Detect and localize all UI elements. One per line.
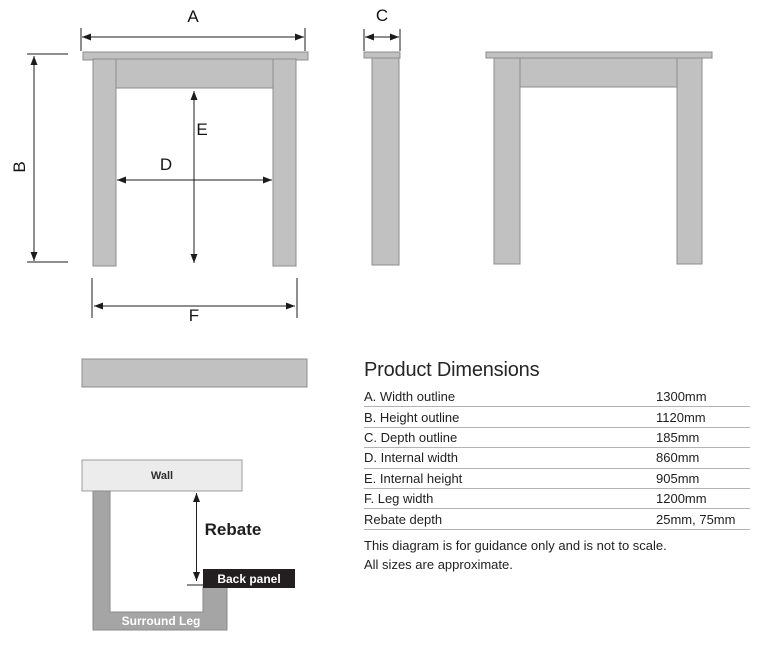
row-value: 860mm <box>656 450 700 466</box>
dim-label-E: E <box>196 120 208 139</box>
back-panel-label: Back panel <box>217 572 281 586</box>
disclaimer-notes <box>364 536 750 575</box>
dim-label-D: D <box>159 155 173 174</box>
row-value: 1200mm <box>656 491 707 507</box>
side-leg <box>372 58 399 265</box>
plain-view-left-leg <box>494 58 520 264</box>
row-label: Rebate depth <box>364 511 443 527</box>
side-shelf <box>364 52 400 58</box>
row-value: 905mm <box>656 470 700 486</box>
shelf-plan-view <box>82 359 307 387</box>
table-row <box>364 407 750 427</box>
row-label: C. Depth outline <box>364 429 458 445</box>
dim-label-C: C <box>375 6 389 25</box>
plain-view-header-panel <box>520 58 677 87</box>
wall-label: Wall <box>150 470 174 482</box>
table-row <box>364 469 750 489</box>
row-label: B. Height outline <box>364 409 460 425</box>
table-row <box>364 387 750 407</box>
dimensions-table <box>364 387 750 530</box>
dim-label-B: B <box>10 161 29 173</box>
product-dimensions-panel <box>364 359 750 575</box>
panel-title: Product Dimensions <box>364 359 540 381</box>
row-value: 185mm <box>656 429 700 445</box>
dim-label-A: A <box>187 7 199 26</box>
note-line-2: All sizes are approximate. <box>364 557 513 573</box>
table-row <box>364 509 750 529</box>
surround-leg-label: Surround Leg <box>121 614 201 628</box>
note-line-1: This diagram is for guidance only and is not to scale. <box>364 537 667 553</box>
rebate-label: Rebate <box>204 520 262 539</box>
row-value: 1300mm <box>656 389 707 405</box>
front-header-panel <box>116 59 273 88</box>
front-left-leg <box>93 59 116 266</box>
surround-leg-section <box>93 491 227 630</box>
table-row <box>364 428 750 448</box>
row-value: 25mm, 75mm <box>656 511 736 527</box>
row-label: D. Internal width <box>364 450 458 466</box>
dim-label-F: F <box>188 306 200 325</box>
row-value: 1120mm <box>656 409 706 425</box>
table-row <box>364 448 750 468</box>
front-right-leg <box>273 59 296 266</box>
row-label: E. Internal height <box>364 470 463 486</box>
row-label: A. Width outline <box>364 389 456 405</box>
row-label: F. Leg width <box>364 491 434 507</box>
table-row <box>364 489 750 509</box>
plain-view-shelf <box>486 52 712 58</box>
plain-view-right-leg <box>677 58 702 264</box>
